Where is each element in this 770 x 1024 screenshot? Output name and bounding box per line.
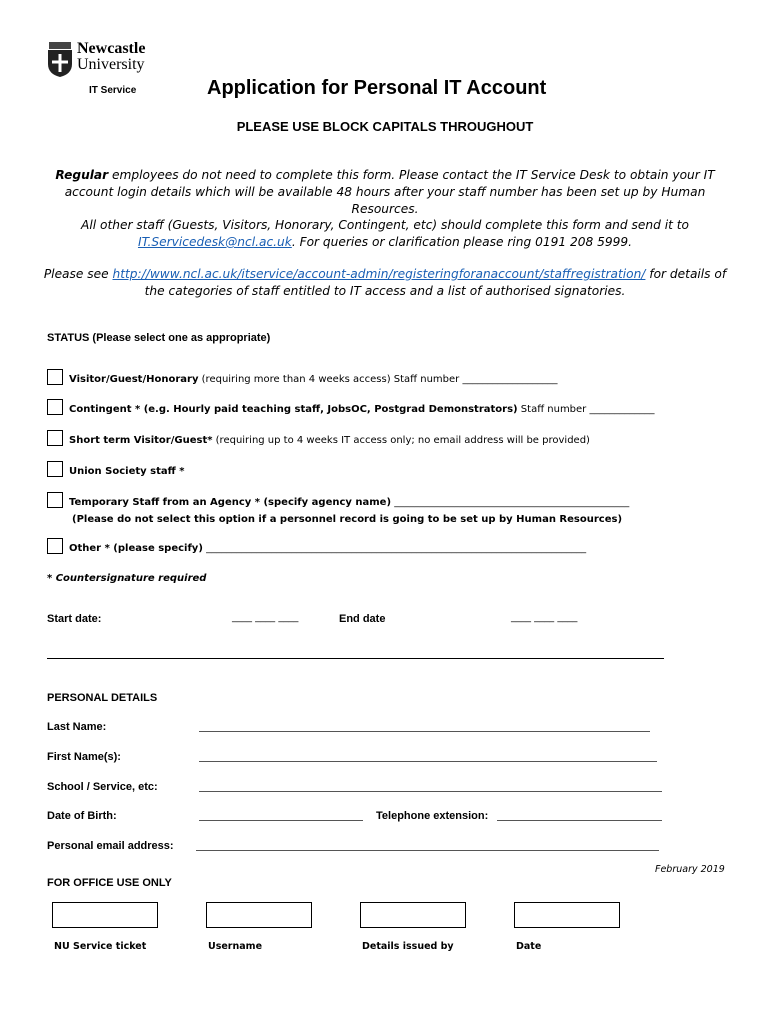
- intro-bold: Regular: [55, 168, 109, 182]
- last-name-field[interactable]: [199, 731, 650, 732]
- agency-name-field[interactable]: _______________________________________________: [391, 497, 630, 508]
- agency-note: (Please do not select this option if a personnel record is going to be set up by Human Resources): [72, 514, 623, 525]
- intro-paragraph-3: [40, 266, 730, 300]
- countersign-note: * Countersignature required: [47, 573, 207, 584]
- status-option-visitor: [47, 369, 557, 385]
- school-label: School / Service, etc:: [47, 781, 158, 793]
- status-option-other: [47, 538, 586, 554]
- option-label: Other * (please specify): [69, 543, 203, 554]
- servicedesk-email-link[interactable]: IT.Servicedesk@ncl.ac.uk: [137, 235, 292, 249]
- email-field[interactable]: [196, 850, 659, 851]
- option-label: Contingent * (e.g. Hourly paid teaching staff, JobsOC, Postgrad Demonstrators): [69, 404, 518, 415]
- logo-line2: University: [77, 56, 145, 73]
- status-heading: STATUS (Please select one as appropriate): [47, 332, 271, 344]
- agency-checkbox[interactable]: [47, 492, 63, 508]
- intro-text: for details of the categories of staff entitled to IT access and a list of authorised signatories.: [144, 267, 727, 298]
- logo-line1: Newcastle: [77, 40, 146, 57]
- email-label: Personal email address:: [47, 840, 174, 852]
- username-label: Username: [208, 941, 263, 952]
- unit-name: IT Service: [89, 85, 137, 96]
- intro-text: . For queries or clarification please ring 0191 208 5999.: [291, 235, 633, 249]
- union-checkbox[interactable]: [47, 461, 63, 477]
- ticket-box[interactable]: [52, 902, 158, 928]
- option-detail: Staff number _____________: [517, 404, 655, 415]
- issued-by-box[interactable]: [360, 902, 466, 928]
- first-names-field[interactable]: [199, 761, 657, 762]
- date-box[interactable]: [514, 902, 620, 928]
- other-checkbox[interactable]: [47, 538, 63, 554]
- contingent-checkbox[interactable]: [47, 399, 63, 415]
- issued-by-label: Details issued by: [362, 941, 454, 952]
- start-date-field[interactable]: ____ ____ ____: [232, 612, 299, 623]
- short-term-checkbox[interactable]: [47, 430, 63, 446]
- section-divider: [47, 658, 664, 659]
- dob-field[interactable]: [199, 820, 363, 821]
- option-detail: (requiring more than 4 weeks access) Staff number ___________________: [198, 374, 558, 385]
- university-logo: [47, 42, 167, 82]
- end-date-label: End date: [339, 613, 386, 625]
- last-name-label: Last Name:: [47, 721, 107, 733]
- dob-label: Date of Birth:: [47, 810, 117, 822]
- username-box[interactable]: [206, 902, 312, 928]
- ticket-label: NU Service ticket: [54, 941, 147, 952]
- status-option-agency: [47, 492, 629, 508]
- status-option-short-term: [47, 430, 590, 446]
- page-subtitle: PLEASE USE BLOCK CAPITALS THROUGHOUT: [236, 119, 534, 134]
- option-label: Visitor/Guest/Honorary: [69, 374, 199, 385]
- personal-details-heading: PERSONAL DETAILS: [47, 692, 158, 704]
- intro-text: All other staff (Guests, Visitors, Honorary, Contingent, etc) should complete this form and send it to: [81, 218, 689, 232]
- staff-registration-link[interactable]: http://www.ncl.ac.uk/itservice/account-admin/registeringforanaccount/staffregistration/: [112, 267, 646, 281]
- crest-icon: [47, 42, 73, 78]
- option-label: Short term Visitor/Guest*: [69, 435, 213, 446]
- form-date: February 2019: [655, 864, 725, 875]
- status-option-union: [47, 461, 184, 477]
- school-field[interactable]: [199, 791, 662, 792]
- intro-text: employees do not need to complete this form. Please contact the IT Service Desk to obtain your IT account login details which will be available 48 hours after your staff number has been set up by Human Resources.: [64, 168, 715, 216]
- other-specify-field[interactable]: ____________________________________________________________________________: [202, 543, 587, 554]
- visitor-checkbox[interactable]: [47, 369, 63, 385]
- status-option-contingent: [47, 399, 654, 415]
- start-date-label: Start date:: [47, 613, 102, 625]
- intro-text: Please see: [43, 267, 113, 281]
- end-date-field[interactable]: ____ ____ ____: [511, 612, 578, 623]
- office-use-heading: FOR OFFICE USE ONLY: [47, 877, 172, 889]
- date-label: Date: [516, 941, 542, 952]
- page-title: Application for Personal IT Account: [207, 77, 547, 99]
- first-names-label: First Name(s):: [47, 751, 121, 763]
- intro-paragraph-2: [40, 217, 730, 251]
- phone-field[interactable]: [497, 820, 662, 821]
- intro-paragraph-1: [40, 167, 730, 218]
- option-label: Union Society staff *: [69, 466, 185, 477]
- option-label: Temporary Staff from an Agency * (specify agency name): [69, 497, 392, 508]
- phone-label: Telephone extension:: [376, 810, 489, 822]
- option-detail: (requiring up to 4 weeks IT access only; no email address will be provided): [212, 435, 590, 446]
